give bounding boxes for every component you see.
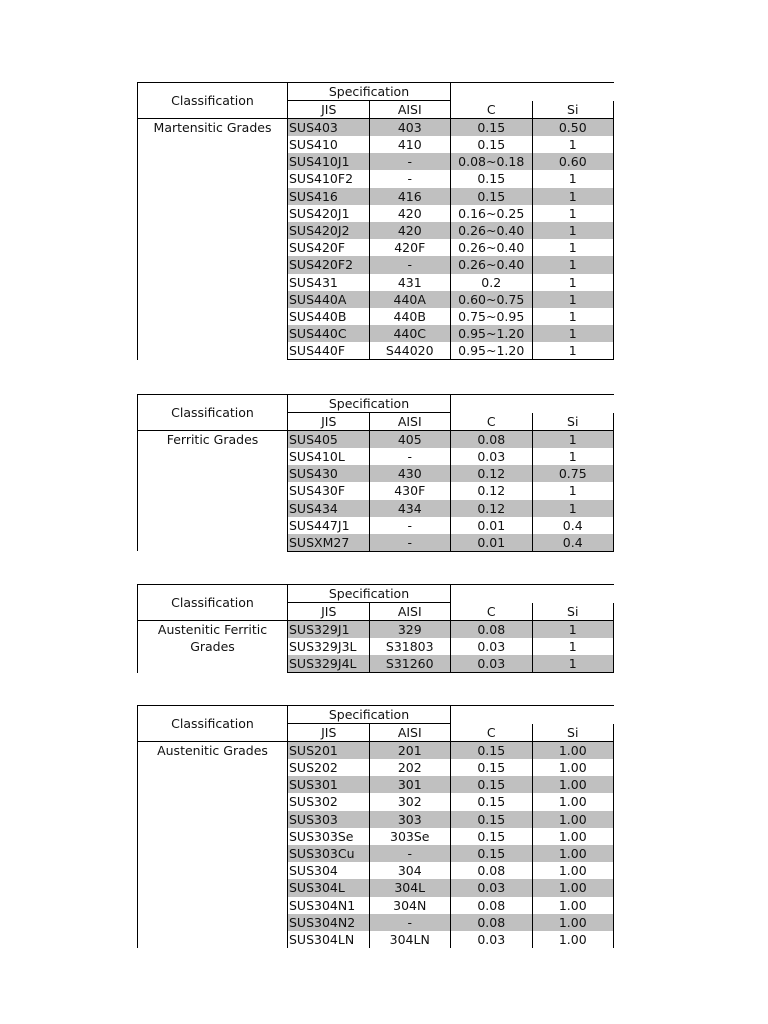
si-cell: 1	[532, 638, 614, 655]
jis-cell: SUS440B	[288, 308, 370, 325]
specification-header: Specification	[288, 83, 451, 101]
aisi-cell: 202	[369, 759, 451, 776]
table-row	[138, 742, 614, 760]
composition-header-blank	[451, 395, 614, 413]
jis-cell: SUS420J1	[288, 205, 370, 222]
aisi-cell: 416	[369, 188, 451, 205]
jis-cell: SUSXM27	[288, 534, 370, 552]
si-cell: 1	[532, 188, 614, 205]
table-row	[138, 431, 614, 449]
si-cell: 1	[532, 239, 614, 256]
si-cell: 0.50	[532, 119, 614, 137]
jis-header: JIS	[288, 101, 370, 119]
aisi-header: AISI	[369, 724, 451, 742]
jis-cell: SUS301	[288, 776, 370, 793]
aisi-cell: 410	[369, 136, 451, 153]
c-cell: 0.08~0.18	[451, 153, 533, 170]
aisi-cell: S31803	[369, 638, 451, 655]
aisi-cell: 430	[369, 465, 451, 482]
jis-cell: SUS440C	[288, 325, 370, 342]
aisi-cell: 304	[369, 862, 451, 879]
c-cell: 0.15	[451, 793, 533, 810]
jis-cell: SUS202	[288, 759, 370, 776]
classification-header: Classification	[138, 83, 288, 119]
c-cell: 0.08	[451, 862, 533, 879]
grade-table-body	[138, 706, 614, 949]
aisi-cell: 302	[369, 793, 451, 810]
aisi-cell: 440C	[369, 325, 451, 342]
aisi-cell: 440A	[369, 291, 451, 308]
specification-header: Specification	[288, 585, 451, 603]
c-cell: 0.12	[451, 500, 533, 517]
aisi-cell: 431	[369, 274, 451, 291]
aisi-cell: 430F	[369, 482, 451, 499]
composition-header-blank	[451, 706, 614, 724]
si-cell: 1.00	[532, 742, 614, 760]
c-cell: 0.01	[451, 534, 533, 552]
si-header: Si	[532, 101, 614, 119]
c-cell: 0.15	[451, 776, 533, 793]
c-cell: 0.60~0.75	[451, 291, 533, 308]
si-cell: 1.00	[532, 845, 614, 862]
jis-cell: SUS410F2	[288, 170, 370, 187]
jis-header: JIS	[288, 603, 370, 621]
grade-table-martensitic	[137, 82, 614, 360]
aisi-cell: 329	[369, 621, 451, 639]
jis-cell: SUS447J1	[288, 517, 370, 534]
table-row	[138, 119, 614, 137]
jis-cell: SUS410L	[288, 448, 370, 465]
c-cell: 0.08	[451, 621, 533, 639]
aisi-header: AISI	[369, 101, 451, 119]
si-cell: 1.00	[532, 776, 614, 793]
jis-cell: SUS420F2	[288, 256, 370, 273]
si-cell: 1	[532, 448, 614, 465]
aisi-cell: 304LN	[369, 931, 451, 948]
si-cell: 1.00	[532, 759, 614, 776]
c-cell: 0.15	[451, 170, 533, 187]
aisi-cell: 440B	[369, 308, 451, 325]
c-cell: 0.15	[451, 828, 533, 845]
grade-table-ferritic	[137, 394, 614, 552]
c-header: C	[451, 413, 533, 431]
c-cell: 0.95~1.20	[451, 342, 533, 360]
si-cell: 1	[532, 274, 614, 291]
c-header: C	[451, 724, 533, 742]
specification-header: Specification	[288, 395, 451, 413]
aisi-cell: 304L	[369, 879, 451, 896]
c-header: C	[451, 101, 533, 119]
aisi-cell: 420	[369, 222, 451, 239]
classification-cell: Austenitic Ferritic Grades	[138, 621, 288, 673]
aisi-cell: -	[369, 845, 451, 862]
si-cell: 1	[532, 222, 614, 239]
si-cell: 1	[532, 325, 614, 342]
c-cell: 0.03	[451, 931, 533, 948]
si-cell: 1.00	[532, 914, 614, 931]
aisi-cell: 201	[369, 742, 451, 760]
classification-header: Classification	[138, 585, 288, 621]
si-cell: 1.00	[532, 897, 614, 914]
si-cell: 1	[532, 170, 614, 187]
c-cell: 0.75~0.95	[451, 308, 533, 325]
si-cell: 1.00	[532, 811, 614, 828]
c-cell: 0.26~0.40	[451, 222, 533, 239]
aisi-cell: -	[369, 448, 451, 465]
c-cell: 0.15	[451, 136, 533, 153]
si-cell: 0.60	[532, 153, 614, 170]
aisi-cell: 304N	[369, 897, 451, 914]
si-cell: 1.00	[532, 828, 614, 845]
grade-table-body	[138, 83, 614, 360]
jis-header: JIS	[288, 413, 370, 431]
c-cell: 0.2	[451, 274, 533, 291]
si-cell: 1	[532, 621, 614, 639]
jis-cell: SUS440A	[288, 291, 370, 308]
jis-cell: SUS430	[288, 465, 370, 482]
jis-cell: SUS329J4L	[288, 655, 370, 673]
c-cell: 0.15	[451, 845, 533, 862]
aisi-cell: 434	[369, 500, 451, 517]
si-cell: 1.00	[532, 793, 614, 810]
si-cell: 0.75	[532, 465, 614, 482]
jis-cell: SUS410J1	[288, 153, 370, 170]
grade-table-austenitic	[137, 705, 614, 948]
jis-cell: SUS201	[288, 742, 370, 760]
table-row	[138, 621, 614, 639]
grade-table-body	[138, 395, 614, 552]
aisi-cell: 301	[369, 776, 451, 793]
si-cell: 1.00	[532, 862, 614, 879]
c-cell: 0.03	[451, 879, 533, 896]
classification-cell: Ferritic Grades	[138, 431, 288, 552]
jis-cell: SUS420F	[288, 239, 370, 256]
jis-cell: SUS303	[288, 811, 370, 828]
jis-cell: SUS303Se	[288, 828, 370, 845]
jis-cell: SUS302	[288, 793, 370, 810]
header-row-primary	[138, 706, 614, 724]
aisi-cell: -	[369, 534, 451, 552]
jis-cell: SUS405	[288, 431, 370, 449]
c-cell: 0.08	[451, 914, 533, 931]
si-cell: 1	[532, 500, 614, 517]
grade-table-body	[138, 585, 614, 673]
si-cell: 1	[532, 655, 614, 673]
header-row-primary	[138, 585, 614, 603]
si-cell: 1	[532, 256, 614, 273]
si-cell: 1	[532, 291, 614, 308]
jis-cell: SUS431	[288, 274, 370, 291]
jis-cell: SUS403	[288, 119, 370, 137]
jis-cell: SUS304	[288, 862, 370, 879]
c-cell: 0.12	[451, 482, 533, 499]
grade-table-austenitic-ferritic	[137, 584, 614, 673]
jis-header: JIS	[288, 724, 370, 742]
c-cell: 0.95~1.20	[451, 325, 533, 342]
aisi-cell: -	[369, 914, 451, 931]
aisi-cell: S44020	[369, 342, 451, 360]
aisi-cell: 420F	[369, 239, 451, 256]
c-cell: 0.15	[451, 119, 533, 137]
c-header: C	[451, 603, 533, 621]
si-cell: 0.4	[532, 517, 614, 534]
c-cell: 0.26~0.40	[451, 239, 533, 256]
c-cell: 0.03	[451, 655, 533, 673]
jis-cell: SUS430F	[288, 482, 370, 499]
si-cell: 1	[532, 342, 614, 360]
jis-cell: SUS440F	[288, 342, 370, 360]
c-cell: 0.15	[451, 742, 533, 760]
jis-cell: SUS416	[288, 188, 370, 205]
jis-cell: SUS304N1	[288, 897, 370, 914]
jis-cell: SUS304N2	[288, 914, 370, 931]
jis-cell: SUS304LN	[288, 931, 370, 948]
aisi-header: AISI	[369, 603, 451, 621]
si-header: Si	[532, 413, 614, 431]
aisi-cell: 403	[369, 119, 451, 137]
c-cell: 0.12	[451, 465, 533, 482]
si-cell: 1.00	[532, 879, 614, 896]
classification-cell: Austenitic Grades	[138, 742, 288, 949]
c-cell: 0.15	[451, 811, 533, 828]
jis-cell: SUS410	[288, 136, 370, 153]
c-cell: 0.15	[451, 759, 533, 776]
classification-cell: Martensitic Grades	[138, 119, 288, 360]
jis-cell: SUS329J1	[288, 621, 370, 639]
si-cell: 1	[532, 431, 614, 449]
specification-header: Specification	[288, 706, 451, 724]
aisi-header: AISI	[369, 413, 451, 431]
c-cell: 0.26~0.40	[451, 256, 533, 273]
aisi-cell: -	[369, 153, 451, 170]
c-cell: 0.08	[451, 431, 533, 449]
si-header: Si	[532, 603, 614, 621]
si-header: Si	[532, 724, 614, 742]
composition-header-blank	[451, 585, 614, 603]
header-row-primary	[138, 83, 614, 101]
composition-header-blank	[451, 83, 614, 101]
aisi-cell: -	[369, 170, 451, 187]
classification-header: Classification	[138, 706, 288, 742]
jis-cell: SUS303Cu	[288, 845, 370, 862]
jis-cell: SUS434	[288, 500, 370, 517]
aisi-cell: 303	[369, 811, 451, 828]
si-cell: 1	[532, 308, 614, 325]
aisi-cell: 420	[369, 205, 451, 222]
jis-cell: SUS304L	[288, 879, 370, 896]
classification-header: Classification	[138, 395, 288, 431]
header-row-primary	[138, 395, 614, 413]
jis-cell: SUS420J2	[288, 222, 370, 239]
si-cell: 1	[532, 136, 614, 153]
c-cell: 0.03	[451, 638, 533, 655]
c-cell: 0.03	[451, 448, 533, 465]
aisi-cell: 405	[369, 431, 451, 449]
si-cell: 1.00	[532, 931, 614, 948]
aisi-cell: 303Se	[369, 828, 451, 845]
c-cell: 0.16~0.25	[451, 205, 533, 222]
aisi-cell: -	[369, 256, 451, 273]
si-cell: 0.4	[532, 534, 614, 552]
si-cell: 1	[532, 205, 614, 222]
c-cell: 0.08	[451, 897, 533, 914]
c-cell: 0.15	[451, 188, 533, 205]
si-cell: 1	[532, 482, 614, 499]
c-cell: 0.01	[451, 517, 533, 534]
aisi-cell: S31260	[369, 655, 451, 673]
aisi-cell: -	[369, 517, 451, 534]
jis-cell: SUS329J3L	[288, 638, 370, 655]
